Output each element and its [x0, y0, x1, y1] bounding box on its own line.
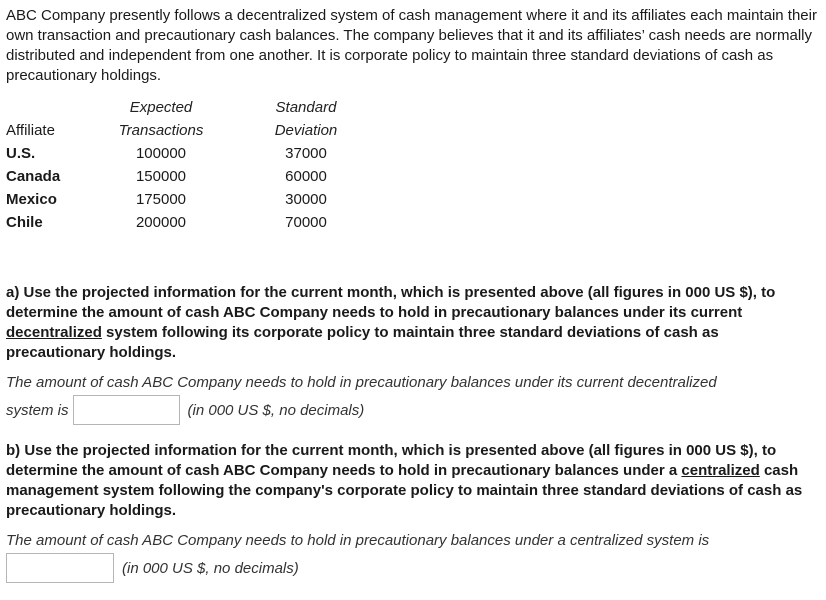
- affiliate-name: Mexico: [6, 191, 57, 208]
- header-cell: Deviation: [274, 122, 338, 139]
- answer-b-unit: (in 000 US $, no decimals): [122, 559, 299, 577]
- header-cell: Affiliate: [6, 122, 55, 139]
- answer-b-row: [6, 553, 299, 583]
- answer-a-input[interactable]: [73, 395, 180, 425]
- affiliate-table: [6, 96, 376, 234]
- table-row: [6, 188, 376, 211]
- affiliate-name: Chile: [6, 214, 43, 231]
- table-header-row-top: [6, 96, 376, 119]
- intro-paragraph: ABC Company presently follows a decentralized system of cash management where it and its affiliates each maintain their own transaction and precautionary cash balances. The company believes that it and its affiliates’ cash needs are normally distributed and independent from one another. It is corporate policy to maintain three standard deviations of cash as precautionary holdings.: [6, 7, 817, 84]
- answer-b-prompt: The amount of cash ABC Company needs to hold in precautionary balances under a centralized system is: [6, 532, 710, 549]
- expected-transactions: 200000: [135, 214, 187, 231]
- question-a-emphasis: decentralized: [6, 324, 102, 341]
- answer-b-input[interactable]: [6, 553, 114, 583]
- answer-a-unit: (in 000 US $, no decimals): [187, 401, 365, 419]
- question-b-text: b) Use the projected information for the current month, which is presented above (all figures in 000 US $), to determine the amount of cash ABC Company needs to hold in precautionary balances under a: [6, 442, 777, 479]
- table-row: [6, 142, 376, 165]
- table-row: [6, 165, 376, 188]
- question-b-text: cash management system following the company's corporate policy to maintain three standard deviations of cash as precautionary holdings.: [6, 462, 803, 519]
- expected-transactions: 175000: [135, 191, 187, 208]
- answer-a-row: [6, 395, 364, 425]
- header-cell: [6, 96, 86, 119]
- header-cell: Standard: [275, 99, 337, 116]
- expected-transactions: 150000: [135, 168, 187, 185]
- question-b-emphasis: centralized: [681, 462, 760, 479]
- standard-deviation: 60000: [285, 168, 327, 185]
- question-a-text: system following its corporate policy to maintain three standard deviations of cash as precautionary holdings.: [6, 324, 719, 361]
- header-cell: Expected: [129, 99, 193, 116]
- standard-deviation: 70000: [285, 214, 327, 231]
- standard-deviation: 30000: [285, 191, 327, 208]
- affiliate-name: U.S.: [6, 145, 36, 162]
- standard-deviation: 37000: [285, 145, 327, 162]
- affiliate-name: Canada: [6, 168, 61, 185]
- question-a-text: a) Use the projected information for the current month, which is presented above (all figures in 000 US $), to determine the amount of cash ABC Company needs to hold in precautionary balances under its current: [6, 284, 776, 321]
- question-b: [6, 441, 820, 521]
- table-row: [6, 211, 376, 234]
- answer-a-prefix: system is: [6, 401, 69, 419]
- question-a: [6, 283, 820, 363]
- table-header-row-bottom: [6, 119, 376, 142]
- answer-a-prompt: The amount of cash ABC Company needs to hold in precautionary balances under its current decentralized: [6, 374, 717, 391]
- header-cell: Transactions: [118, 122, 204, 139]
- expected-transactions: 100000: [135, 145, 187, 162]
